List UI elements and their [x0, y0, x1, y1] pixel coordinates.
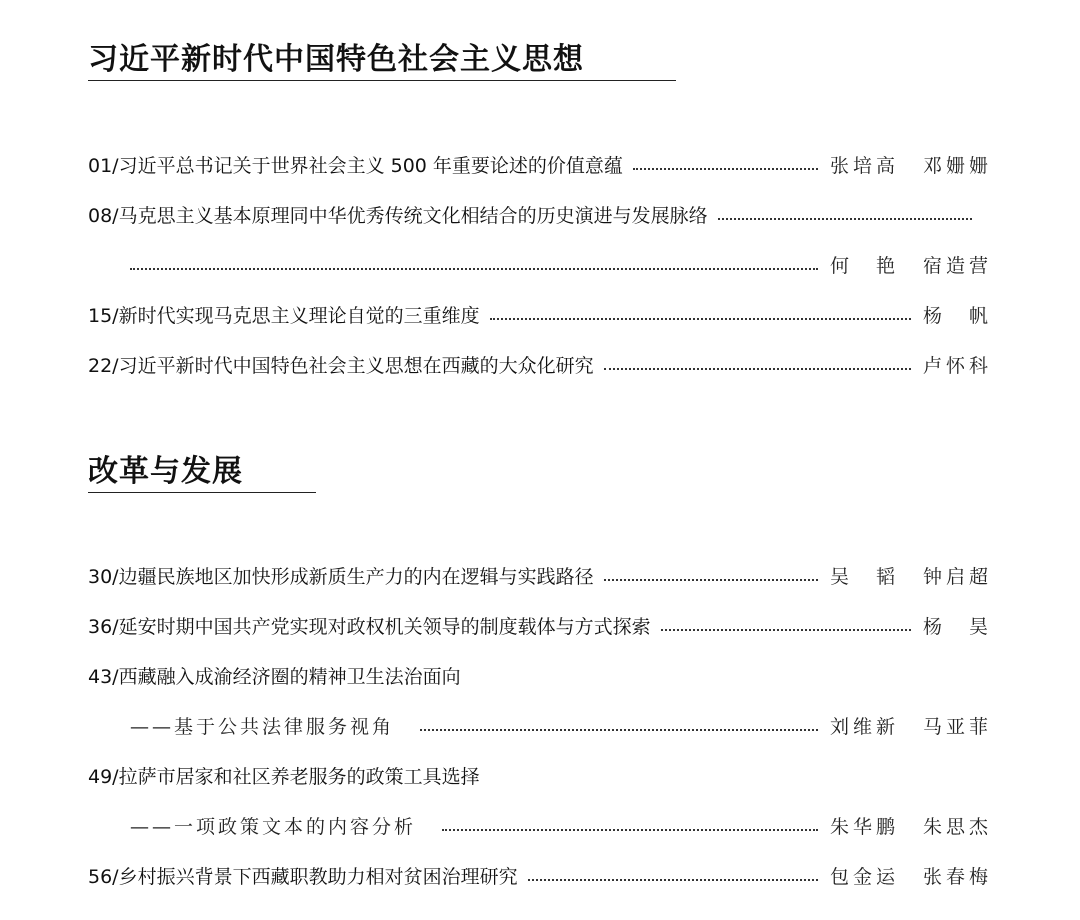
entry-authors: [830, 861, 992, 893]
author-name: 杨 帆: [922, 305, 992, 327]
entry-subtitle: ——基于公共法律服务视角: [130, 716, 395, 738]
entry-title: 01/习近平总书记关于世界社会主义 500 年重要论述的价值意蕴: [88, 155, 623, 177]
entry-subtitle: ——一项政策文本的内容分析: [130, 816, 417, 838]
author-name: 钟启超: [922, 566, 992, 588]
author-name: 张春梅: [922, 866, 992, 888]
toc-entry[interactable]: [88, 611, 992, 643]
entry-title: 49/拉萨市居家和社区养老服务的政策工具选择: [88, 766, 480, 788]
author-name: 邓姗姗: [922, 155, 992, 177]
toc-entry[interactable]: [88, 661, 992, 693]
entry-title: 36/延安时期中国共产党实现对政权机关领导的制度载体与方式探索: [88, 616, 651, 638]
toc-entry-continuation: [130, 250, 992, 282]
entry-authors: [923, 350, 992, 382]
entry-title: 56/乡村振兴背景下西藏职教助力相对贫困治理研究: [88, 866, 518, 888]
dot-leader: [604, 368, 911, 370]
entry-authors: [830, 150, 992, 182]
section-title-xi-thought: 习近平新时代中国特色社会主义思想: [88, 42, 584, 77]
author-name: 杨 昊: [922, 616, 992, 638]
entry-authors: [923, 300, 992, 332]
section-rule: [88, 492, 316, 493]
toc-entry[interactable]: [88, 561, 992, 593]
entry-authors: [923, 611, 992, 643]
toc-entry[interactable]: [88, 150, 992, 182]
author-name: 朱华鹏: [829, 816, 899, 838]
entry-authors: [830, 250, 992, 282]
toc-entry[interactable]: [88, 200, 980, 232]
author-name: 刘维新: [829, 716, 899, 738]
toc-entry-subtitle: [130, 711, 992, 743]
dot-leader: [130, 268, 818, 270]
toc-entry-subtitle: [130, 811, 992, 843]
author-name: 马亚菲: [922, 716, 992, 738]
dot-leader: [490, 318, 911, 320]
author-name: 何 艳: [829, 255, 899, 277]
dot-leader: [633, 168, 818, 170]
section-rule: [88, 80, 676, 81]
entry-title: 08/马克思主义基本原理同中华优秀传统文化相结合的历史演进与发展脉络: [88, 205, 708, 227]
dot-leader: [604, 579, 818, 581]
author-name: 包金运: [829, 866, 899, 888]
entry-title: 43/西藏融入成渝经济圈的精神卫生法治面向: [88, 666, 461, 688]
dot-leader: [718, 218, 972, 220]
dot-leader: [442, 829, 818, 831]
entry-authors: [830, 811, 992, 843]
author-name: 宿造营: [922, 255, 992, 277]
toc-entry[interactable]: [88, 761, 992, 793]
section-title-reform: 改革与发展: [88, 454, 243, 489]
toc-entry[interactable]: [88, 300, 992, 332]
author-name: 朱思杰: [922, 816, 992, 838]
entry-authors: [830, 561, 992, 593]
author-name: 张培高: [829, 155, 899, 177]
entry-authors: [830, 711, 992, 743]
entry-title: 15/新时代实现马克思主义理论自觉的三重维度: [88, 305, 480, 327]
dot-leader: [420, 729, 818, 731]
dot-leader: [661, 629, 911, 631]
author-name: 卢怀科: [922, 355, 992, 377]
toc-entry[interactable]: [88, 350, 992, 382]
toc-entry[interactable]: [88, 861, 992, 893]
author-name: 吴 韬: [829, 566, 899, 588]
entry-title: 30/边疆民族地区加快形成新质生产力的内在逻辑与实践路径: [88, 566, 594, 588]
dot-leader: [528, 879, 818, 881]
entry-title: 22/习近平新时代中国特色社会主义思想在西藏的大众化研究: [88, 355, 594, 377]
